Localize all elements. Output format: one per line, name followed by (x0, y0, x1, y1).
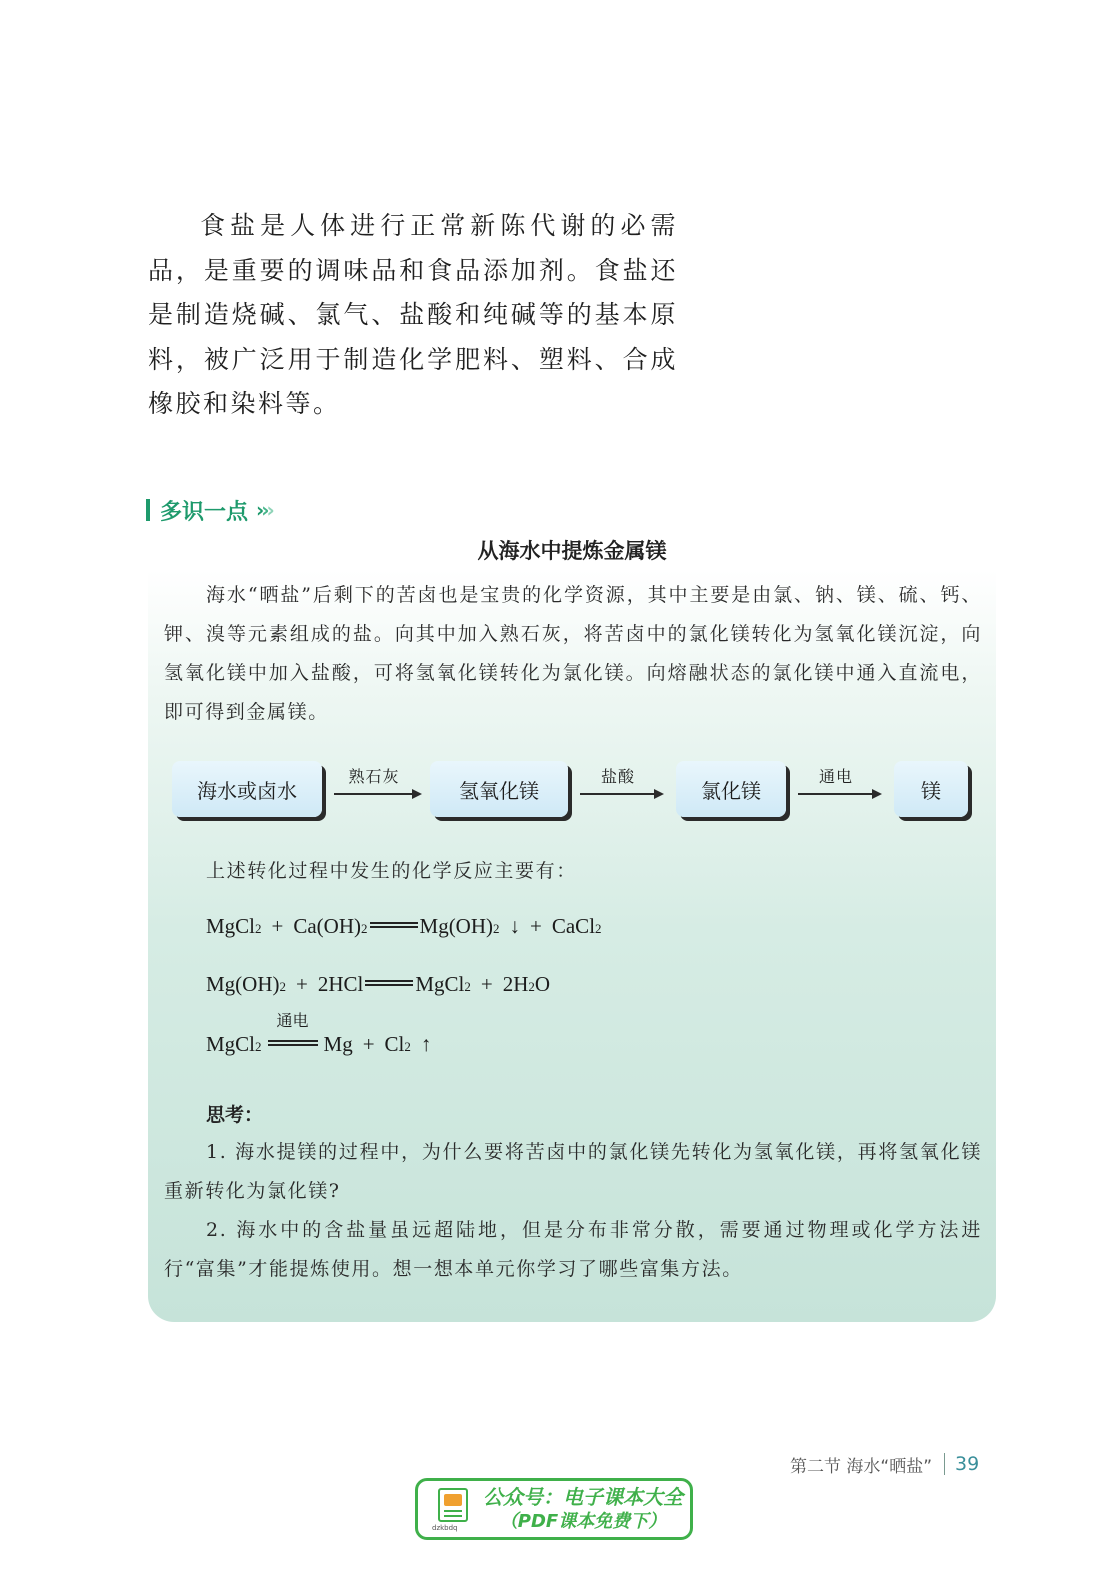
equation-1: MgCl 2 + Ca(OH) 2 Mg(OH) 2 ↓ + CaCl 2 (206, 914, 602, 938)
think-title: 思考： (206, 1104, 264, 1126)
section-tag (146, 496, 272, 524)
box-title: 从海水中提炼金属镁 (477, 539, 667, 563)
tag-bar (146, 499, 150, 521)
flow-label-hcl: 盐酸 (600, 767, 635, 786)
flow-node-mgcl2: 氯化镁 (676, 761, 786, 817)
flow-arrow-3 (798, 793, 874, 795)
intro-paragraph: 食盐是人体进行正常新陈代谢的必需品，是重要的调味品和食品添加剂。食盐还是制造烧碱、氯气、盐酸和纯碱等的基本原料，被广泛用于制造化学肥料、塑料、合成橡胶和染料等。 (148, 211, 678, 418)
condition-label: 通电 (276, 1011, 309, 1030)
flow-node-mg: 镁 (894, 761, 968, 817)
flow-node-mgoh2: 氢氧化镁 (430, 761, 568, 817)
book-icon: dzkbdq (432, 1484, 476, 1534)
section-tag-label: 多识一点 (160, 499, 249, 525)
flow-arrow-2 (580, 793, 656, 795)
equation-3: MgCl 2 通电 Mg + Cl 2 ↑ (206, 1032, 431, 1057)
footer-divider (944, 1453, 945, 1475)
watermark-stamp (415, 1478, 693, 1540)
flow-arrow-1 (334, 793, 414, 795)
page-footer (790, 1452, 979, 1476)
question-2: 2. 海水中的含盐量虽远超陆地，但是分布非常分散，需要通过物理或化学方法进行“富集”才能提炼使用。想一想本单元你学习了哪些富集方法。 (164, 1219, 982, 1280)
page-number: 39 (955, 1453, 980, 1475)
equation-2: Mg(OH) 2 + 2HCl MgCl 2 + 2H 2 O (206, 972, 551, 996)
footer-section: 第二节 海水“晒盐” (790, 1456, 933, 1477)
flow-label-lime: 熟石灰 (348, 767, 400, 786)
flow-label-electric: 通电 (818, 767, 853, 786)
chevrons-icon: ››› (256, 498, 272, 522)
question-1: 1. 海水提镁的过程中，为什么要将苦卤中的氯化镁先转化为氢氧化镁，再将氢氧化镁重新转化为氯化镁? (164, 1141, 982, 1202)
stamp-text: 公众号：电子课本大全 （PDF课本免费下） (483, 1485, 683, 1532)
flow-node-seawater: 海水或卤水 (172, 761, 322, 817)
box-paragraph: 海水“晒盐”后剩下的苦卤也是宝贵的化学资源，其中主要是由氯、钠、镁、硫、钙、钾、溴等元素组成的盐。向其中加入熟石灰，将苦卤中的氯化镁转化为氢氧化镁沉淀，向氢氧化镁中加入盐酸，可将氢氧化镁转化为氯化镁。向熔融状态的氯化镁中通入直流电，即可得到金属镁。 (164, 584, 982, 723)
reactions-intro: 上述转化过程中发生的化学反应主要有： (206, 860, 577, 882)
